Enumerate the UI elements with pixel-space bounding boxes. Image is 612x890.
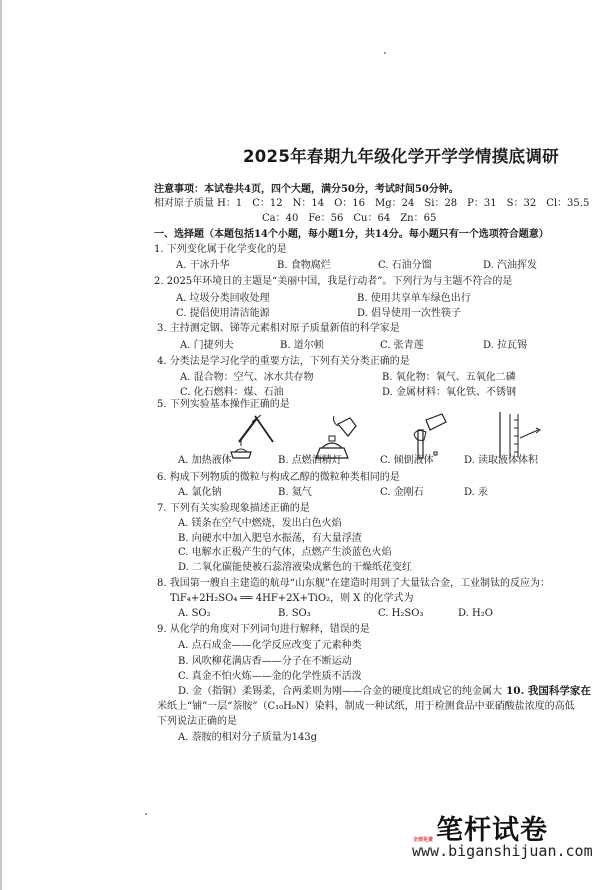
q9-option-c[interactable]: C. 真金不怕火炼——金的化学性质不活泼 <box>178 671 362 682</box>
pouring-liquid-figure <box>408 410 458 460</box>
q3-option-b[interactable]: B. 道尔顿 <box>280 340 324 351</box>
q3-option-c[interactable]: C. 张青莲 <box>380 340 424 351</box>
q8-option-c[interactable]: C. H₂SO₃ <box>378 608 424 619</box>
q10-stem-start: 10. 我国科学家在 <box>506 685 591 697</box>
q8-equation: TiF₄+2H₂SO₄ ══ 4HF+2X+TiO₂，则 X 的化学式为 <box>170 593 414 604</box>
q2-stem: 2. 2025年环境日的主题是“美丽中国，我是行动者”。下列行为与主题不符合的是 <box>154 276 513 287</box>
q5-stem: 5. 下列实验基本操作正确的是 <box>157 399 290 410</box>
q5-option-b[interactable]: B. 点燃酒精灯 <box>278 455 342 466</box>
watermark-tag: 全部免费 <box>413 837 434 843</box>
q3-option-d[interactable]: D. 拉瓦锡 <box>483 340 528 351</box>
q9-option-d[interactable]: D. 金（指铜）柔锡柔，合两柔则为刚——合金的硬度比组成它的纯金属大 <box>178 686 503 697</box>
q5-option-d[interactable]: D. 读取液体体积 <box>464 455 539 466</box>
q6-option-b[interactable]: B. 氦气 <box>278 487 312 498</box>
notice: 注意事项：本试卷共4页，四个大题，满分50分，考试时间50分钟。 <box>154 184 459 195</box>
q4-stem: 4. 分类法是学习化学的重要方法，下列有关分类正确的是 <box>157 356 410 367</box>
q5-option-a[interactable]: A. 加热液体 <box>178 455 232 466</box>
q3-option-a[interactable]: A. 门捷列夫 <box>180 340 234 351</box>
q4-option-c[interactable]: C. 化石燃料：煤、石油 <box>180 387 284 398</box>
q6-option-a[interactable]: A. 氯化钠 <box>178 487 222 498</box>
q7-stem: 7. 下列有关实验现象描述正确的是 <box>157 503 310 514</box>
q4-option-b[interactable]: B. 氧化物：氧气、五氧化二磷 <box>382 372 516 383</box>
q4-option-a[interactable]: A. 混合物：空气、冰水共存物 <box>180 372 314 383</box>
atomic-mass-line1: 相对原子质量 H：1 C：12 N：14 O：16 Mg：24 Si：28 P：31 S：32 Cl：35.5 <box>154 198 590 209</box>
watermark-url[interactable]: www.biganshijuan.com <box>412 842 593 860</box>
exam-title: 2025年春期九年级化学开学学情摸底调研 <box>243 147 559 166</box>
q8-option-b[interactable]: B. SO₃ <box>278 608 311 619</box>
q8-option-d[interactable]: D. H₂O <box>458 608 493 619</box>
q6-option-c[interactable]: C. 金刚石 <box>380 487 424 498</box>
reading-volume-figure <box>496 410 546 460</box>
q2-option-b[interactable]: B. 使用共享单车绿色出行 <box>357 293 471 304</box>
q8-option-a[interactable]: A. SO₂ <box>178 608 211 619</box>
q9-stem: 9. 从化学的角度对下列词句进行解释，错误的是 <box>157 624 370 635</box>
q1-option-a[interactable]: A. 干冰升华 <box>176 260 230 271</box>
q1-stem: 1. 下列变化属于化学变化的是 <box>154 244 287 255</box>
q2-option-c[interactable]: C. 提倡使用清洁能源 <box>176 308 270 319</box>
q6-stem: 6. 构成下列物质的微粒与构成乙醇的微粒种类相同的是 <box>157 472 400 483</box>
q10-option-a[interactable]: A. 萘胺的相对分子质量为143g <box>178 732 318 743</box>
q1-option-d[interactable]: D. 汽油挥发 <box>483 260 538 271</box>
q2-option-d[interactable]: D. 倡导使用一次性筷子 <box>357 308 462 319</box>
q10-stem-line2: 米纸上“铺”一层“萘胺”（C₁₀H₉N）染料，制成一种试纸，用于检测食品中亚硝酸盐浓度的高低 <box>157 701 575 712</box>
q6-option-d[interactable]: D. 汞 <box>464 487 489 498</box>
section-heading: 一、选择题（本题包括14个小题，每小题1分，共14分。每小题只有一个选项符合题意） <box>154 229 549 240</box>
q7-option-b[interactable]: B. 向硬水中加入肥皂水振荡，有大量浮渣 <box>178 533 362 544</box>
q10-stem-line3: 下列说法正确的是 <box>157 716 237 727</box>
lighting-alcohol-lamp-figure <box>308 410 368 460</box>
q4-option-d[interactable]: D. 金属材料：氧化铁、不锈钢 <box>382 387 517 398</box>
q7-option-a[interactable]: A. 镁条在空气中燃烧，发出白色火焰 <box>178 518 342 529</box>
q7-option-c[interactable]: C. 电解水正极产生的气体，点燃产生淡蓝色火焰 <box>178 547 392 558</box>
q9-option-a[interactable]: A. 点石成金——化学反应改变了元素种类 <box>178 640 362 651</box>
q8-stem: 8. 我国第一艘自主建造的航母“山东舰”在建造时用到了大量钛合金，工业制钛的反应为： <box>157 578 550 589</box>
atomic-mass-line2: Ca：40 Fe：56 Cu：64 Zn：65 <box>262 213 437 224</box>
watermark-brand: 笔杆试卷 <box>436 815 548 846</box>
scan-speck <box>145 813 147 815</box>
q1-option-b[interactable]: B. 食物腐烂 <box>277 260 331 271</box>
q5-option-c[interactable]: C. 倾倒液体 <box>380 455 434 466</box>
q2-option-a[interactable]: A. 垃圾分类回收处理 <box>176 293 270 304</box>
scan-speck <box>384 52 386 54</box>
heating-liquid-figure <box>215 410 285 460</box>
q1-option-c[interactable]: C. 石油分馏 <box>378 260 432 271</box>
q9-option-b[interactable]: B. 风吹柳花满店香——分子在不断运动 <box>178 656 352 667</box>
q7-option-d[interactable]: D. 二氧化碳能使被石蕊溶液染成紫色的干燥纸花变红 <box>178 562 413 573</box>
q3-stem: 3. 主持测定铟、锑等元素相对原子质量新值的科学家是 <box>157 323 400 334</box>
